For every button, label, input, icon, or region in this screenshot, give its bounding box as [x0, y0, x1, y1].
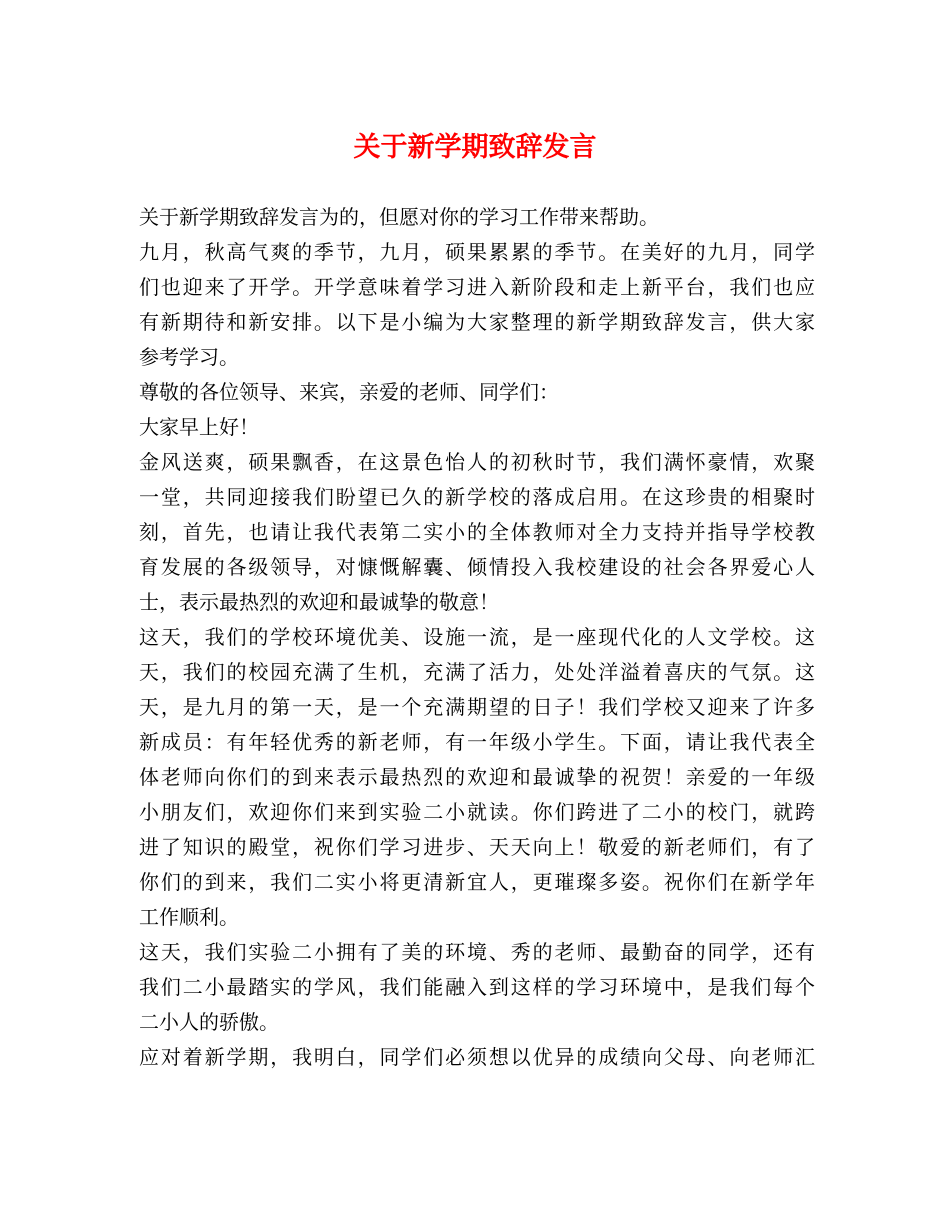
text-line: 士，表示最热烈的欢迎和最诚挚的敬意！ [139, 590, 499, 614]
text-line: 有新期待和新安排。以下是小编为大家整理的新学期致辞发言，供大家 [139, 310, 815, 334]
text-line: 这天，我们实验二小拥有了美的环境、秀的老师、最勤奋的同学，还有 [139, 940, 815, 964]
text-line: 我们二小最踏实的学风，我们能融入到这样的学习环境中，是我们每个 [139, 975, 815, 999]
text-line: 你们的到来，我们二实小将更清新宜人，更璀璨多姿。祝你们在新学年 [139, 870, 815, 894]
text-line: 工作顺利。 [139, 905, 239, 929]
text-line: 天，我们的校园充满了生机，充满了活力，处处洋溢着喜庆的气氛。这 [139, 660, 815, 684]
text-line: 一堂，共同迎接我们盼望已久的新学校的落成启用。在这珍贵的相聚时 [139, 485, 815, 509]
document-body [139, 200, 815, 1075]
text-line: 们也迎来了开学。开学意味着学习进入新阶段和走上新平台，我们也应 [139, 275, 815, 299]
text-line: 新成员：有年轻优秀的新老师，有一年级小学生。下面，请让我代表全 [139, 730, 815, 754]
text-line: 尊敬的各位领导、来宾，亲爱的老师、同学们： [139, 380, 559, 404]
text-line: 大家早上好！ [139, 415, 259, 439]
text-line: 体老师向你们的到来表示最热烈的欢迎和最诚挚的祝贺！亲爱的一年级 [139, 765, 815, 789]
text-line: 进了知识的殿堂，祝你们学习进步、天天向上！敬爱的新老师们，有了 [139, 835, 815, 859]
text-line: 这天，我们的学校环境优美、设施一流，是一座现代化的人文学校。这 [139, 625, 815, 649]
text-line: 金风送爽，硕果飘香，在这景色怡人的初秋时节，我们满怀豪情，欢聚 [139, 450, 815, 474]
text-line: 二小人的骄傲。 [139, 1010, 279, 1034]
text-line: 育发展的各级领导，对慷慨解囊、倾情投入我校建设的社会各界爱心人 [139, 555, 815, 579]
text-line: 刻，首先，也请让我代表第二实小的全体教师对全力支持并指导学校教 [139, 520, 815, 544]
document-title: 关于新学期致辞发言 [353, 132, 597, 163]
text-line: 关于新学期致辞发言为的，但愿对你的学习工作带来帮助。 [139, 205, 659, 229]
text-line: 应对着新学期，我明白，同学们必须想以优异的成绩向父母、向老师汇 [139, 1045, 815, 1069]
text-line: 天，是九月的第一天，是一个充满期望的日子！我们学校又迎来了许多 [139, 695, 815, 719]
text-line: 小朋友们，欢迎你们来到实验二小就读。你们跨进了二小的校门，就跨 [139, 800, 815, 824]
text-line: 参考学习。 [139, 345, 239, 369]
text-line: 九月，秋高气爽的季节，九月，硕果累累的季节。在美好的九月，同学 [139, 240, 815, 264]
